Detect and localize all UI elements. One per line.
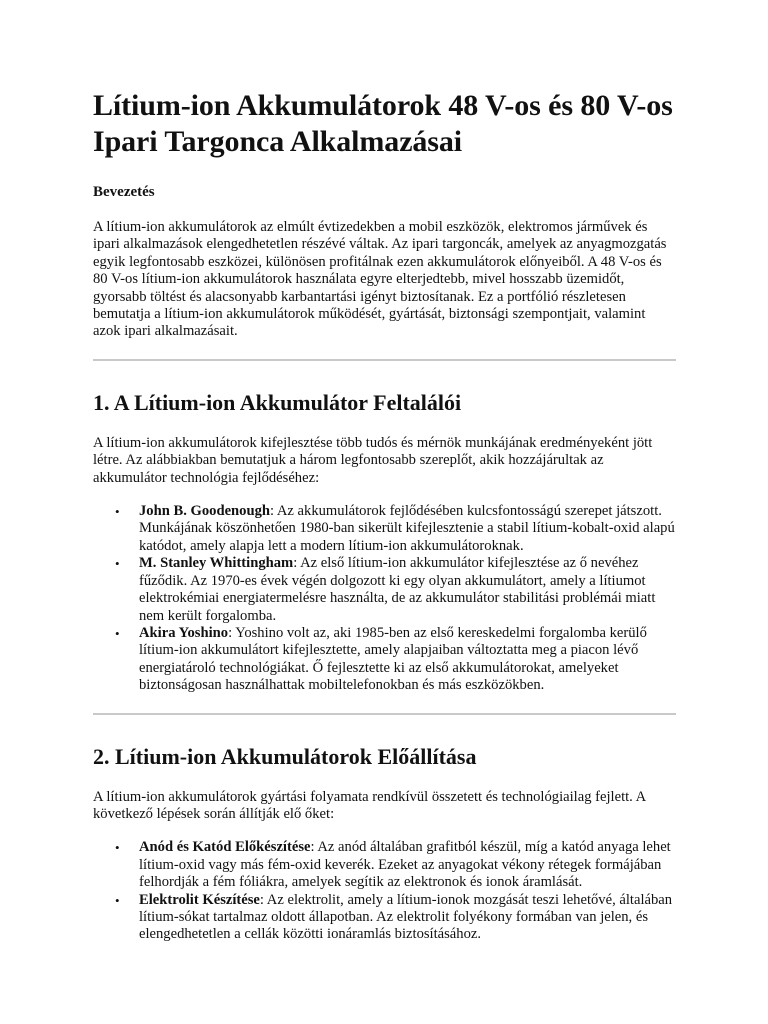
section-1-list — [93, 503, 676, 694]
bullet-icon: • — [115, 625, 120, 641]
section-2-list — [93, 839, 676, 943]
bullet-icon: • — [115, 840, 120, 856]
intro-heading: Bevezetés — [93, 184, 155, 200]
list-item — [115, 555, 676, 625]
list-item — [115, 839, 676, 891]
bullet-icon: • — [115, 892, 120, 908]
section-divider — [93, 359, 676, 361]
intro-paragraph: A lítium-ion akkumulátorok az elmúlt évtizedekben a mobil eszközök, elektromos járművek és ipari alkalmazások elengedhetetlen részévé váltak. Az ipari targoncák, amelyek az anyagmozgatás egyik legfontosabb eszközei, különösen profitálnak ezen akkumulátorok előnyeiből. A 48 V-os és 80 V-os lítium-ion akkumulátorok használata egyre elterjedtebb, mivel hosszabb üzemidőt, gyorsabb töltést és alacsonyabb karbantartási igényt biztosítanak. Ez a portfólió részletesen bemutatja a lítium-ion akkumulátorok működését, gyártását, biztonsági szempontjait, valamint azok ipari alkalmazásait. — [93, 219, 667, 340]
section-divider — [93, 713, 676, 715]
list-item — [115, 624, 676, 695]
section-2-heading: 2. Lítium-ion Akkumulátorok Előállítása — [93, 743, 477, 769]
section-1-heading: 1. A Lítium-ion Akkumulátor Feltalálói — [93, 389, 462, 415]
bullet-icon: • — [115, 504, 120, 520]
list-item-text: : Az anód általában grafitból készül, míg a katód anyaga lehet lítium-oxid vagy más fém-oxid keverék. Ezeket az anyagokat vékony rétegek formájában felhordják a fém fóliákra, amelyek segítik az elektronok és ionok áramlását. — [139, 839, 671, 891]
list-item — [115, 503, 676, 555]
list-item-term: Anód és Katód Előkészítése — [139, 839, 311, 856]
list-item-text: : Yoshino volt az, aki 1985-ben az első kereskedelmi forgalomba kerülő lítium-ion akkumulátort kifejlesztette, amely alapjaiban változtatta meg a piacon lévő energiatároló technológiákat. Ő fejlesztette ki az első akkumulátorokat, amelyeket biztonságosan használhattak mobiltelefonokban és más eszközökben. — [139, 624, 647, 694]
list-item-term: Elektrolit Készítése — [139, 891, 260, 908]
list-item-text: : Az akkumulátorok fejlődésében kulcsfontosságú szerepet játszott. Munkájának köszönhetően 1980-ban sikerült kifejlesztenie a stabil lítium-kobalt-oxid alapú katódot, amely alapja lett a modern lítium-ion akkumulátoroknak. — [139, 503, 675, 554]
list-item-text: : Az első lítium-ion akkumulátor kifejlesztése az ő nevéhez fűződik. Az 1970-es évek végén dolgozott ki egy olyan akkumulátort, amely a lítiumot elektrokémiai energiatermelésre használta, de az akkumulátor stabilitási problémái miatt nem került forgalomba. — [139, 555, 656, 624]
section-1-paragraph: A lítium-ion akkumulátorok kifejlesztése több tudós és mérnök munkájának eredményeként jött létre. Az alábbiakban bemutatjuk a három legfontosabb szereplőt, akik hozzájárultak az akkumulátor technológia fejlődéséhez: — [93, 434, 653, 486]
list-item-term: Akira Yoshino — [139, 624, 229, 641]
section-2-paragraph: A lítium-ion akkumulátorok gyártási folyamata rendkívül összetett és technológiailag fejlett. A következő lépések során állítják elő őket: — [93, 788, 646, 822]
list-item — [115, 891, 676, 944]
document-title: Lítium-ion Akkumulátorok 48 V-os és 80 V-os Ipari Targonca Alkalmazásai — [93, 89, 673, 158]
list-item-term: John B. Goodenough — [139, 503, 270, 520]
list-item-text: : Az elektrolit, amely a lítium-ionok mozgását teszi lehetővé, általában lítium-sókat tartalmaz oldott állapotban. Az elektrolit folyékony formában van jelen, és elengedhetetlen a cellák közötti ionáramlás biztosításához. — [139, 891, 673, 943]
bullet-icon: • — [115, 556, 120, 572]
list-item-term: M. Stanley Whittingham — [139, 555, 294, 572]
